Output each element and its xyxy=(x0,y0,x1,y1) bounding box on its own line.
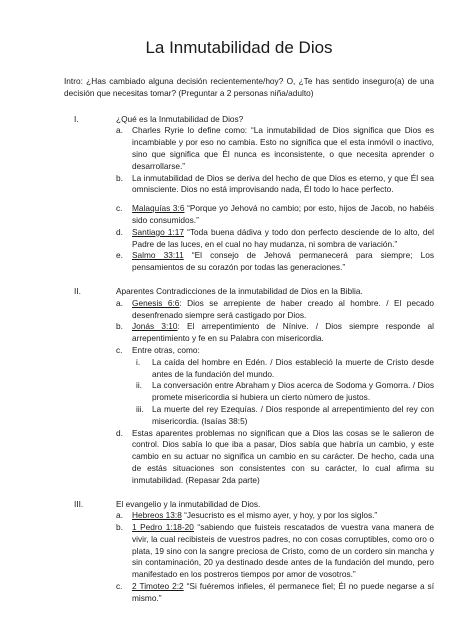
sub-item-text: La muerte del rey Ezequías. / Dios responde al arrepentimiento del rey con misericordia. (Isaías 38:5) xyxy=(152,403,434,426)
item-marker: b. xyxy=(116,321,123,332)
list-item xyxy=(116,428,434,487)
sub-item-marker: iii. xyxy=(136,403,144,414)
item-marker: b. xyxy=(116,172,123,183)
section-1 xyxy=(64,114,434,274)
list-item xyxy=(116,203,434,227)
item-text: “Si fuéremos infieles, él permanece fiel; Él no puede negarse a sí mismo.” xyxy=(132,581,435,603)
sub-list-item xyxy=(132,380,434,404)
item-text: “sabiendo que fuisteis rescatados de vuestra vana manera de vivir, la cual recibisteis de vuestros padres, no con cosas corruptibles, como oro o plata, 19 sino con la sangre preciosa de Cristo, como de un cordero sin mancha y sin contaminación, 20 ya destinado desde antes de la fundación del mundo, pero manifestado en los postreros tiempos por amor de vosotros.” xyxy=(132,522,434,580)
item-marker: a. xyxy=(116,297,123,308)
sub-list-item xyxy=(132,357,434,381)
sub-list-item xyxy=(132,404,434,428)
list-item xyxy=(116,250,434,274)
list-item xyxy=(116,321,434,345)
list-item xyxy=(116,298,434,322)
item-text: La inmutabilidad de Dios se deriva del hecho de que Dios es eterno, y que Él sea omnisciente. Dios no está improvisando nada, Él todo lo hace perfecto. xyxy=(132,172,434,195)
item-text: “Jesucristo es el mismo ayer, y hoy, y por los siglos.” xyxy=(181,510,378,521)
section-number: III. xyxy=(74,498,84,509)
section-number: II. xyxy=(74,285,81,296)
list-item xyxy=(116,510,434,522)
item-marker: c. xyxy=(116,203,123,214)
section-number: I. xyxy=(74,113,79,124)
section-heading: Aparentes Contradicciones de la inmutabilidad de Dios en la Biblia. xyxy=(116,285,363,296)
bible-reference: Malaquías 3:6 xyxy=(132,203,185,214)
bible-reference: 1 Pedro 1:18-20 xyxy=(132,522,194,533)
item-marker: e. xyxy=(116,250,123,261)
sub-item-marker: i. xyxy=(136,356,141,367)
item-marker: d. xyxy=(116,427,123,438)
item-text: Estas aparentes problemas no significan que a Dios las cosas se le salieron de control. Dios sabía lo que iba a pasar, Dios sabía que habría un cambio, y este cambio en su actuar no significa un cambio en su carácter. De hecho, cada una de estás situaciones son consistentes con su carácter, lo cual afirma su inmutabilidad. (Repasar 2da parte) xyxy=(132,427,434,485)
page-title: La Inmutabilidad de Dios xyxy=(145,38,333,57)
bible-reference: Santiago 1:17 xyxy=(132,226,185,237)
item-marker: d. xyxy=(116,226,123,237)
intro-paragraph: Intro: ¿Has cambiado alguna decisión recientemente/hoy? O, ¿Te has sentido inseguro(a) de una decisión que necesitas tomar? (Preguntar a 2 personas niña/adulto) xyxy=(64,76,434,98)
item-marker: a. xyxy=(116,510,123,521)
item-text: “Toda buena dádiva y todo don perfecto desciende de lo alto, del Padre de las luces, en el cual no hay mudanza, ni sombra de variación.” xyxy=(132,226,434,249)
item-text: Entre otras, como: xyxy=(132,344,200,355)
item-marker: c. xyxy=(116,581,123,592)
section-items xyxy=(116,125,434,274)
item-text: “El consejo de Jehová permanecerá para siempre; Los pensamientos de su corazón por todas las generaciones.” xyxy=(132,250,434,273)
bible-reference: Hebreos 13:8 xyxy=(132,510,182,521)
sub-item-marker: ii. xyxy=(136,380,142,391)
section-2 xyxy=(64,286,434,487)
item-marker: a. xyxy=(116,125,123,136)
item-marker: c. xyxy=(116,344,123,355)
item-text: “Porque yo Jehová no cambio; por esto, hijos de Jacob, no habéis sido consumidos.” xyxy=(132,203,434,225)
section-items xyxy=(116,298,434,487)
list-item xyxy=(116,522,434,581)
sub-item-text: La caída del hombre en Edén. / Dios estableció la muerte de Cristo desde antes de la fundación del mundo. xyxy=(152,356,434,379)
section-heading: ¿Qué es la Inmutabilidad de Dios? xyxy=(116,113,244,124)
section-items xyxy=(116,510,434,604)
sub-item-text: La conversación entre Abraham y Dios acerca de Sodoma y Gomorra. / Dios promete misericordia si hubiera un cierto número de justos. xyxy=(152,380,434,403)
item-marker: b. xyxy=(116,522,123,533)
list-item xyxy=(116,345,434,428)
section-3 xyxy=(64,499,434,605)
list-item xyxy=(116,581,434,605)
list-item xyxy=(116,227,434,251)
item-text: : Dios se arrepiente de haber creado al hombre. / El pecado desenfrenado siempre será castigado por Dios. xyxy=(132,297,434,320)
item-text: Charles Ryrie lo define como: “La inmutabilidad de Dios significa que Dios es incambiable y por eso no cambia. Esto no significa que el esta inmóvil o inactivo, sino que significa que Él nunca es inconsistente, o que necesita aprender o desarrollarse.” xyxy=(132,125,434,171)
list-item xyxy=(116,173,434,197)
item-text: : El arrepentimiento de Nínive. / Dios siempre responde al arrepentimiento y fe en su Palabra con misericordia. xyxy=(132,321,434,344)
list-item xyxy=(116,125,434,172)
bible-reference: Jonás 3:10 xyxy=(132,321,178,332)
bible-reference: Salmo 33:11 xyxy=(132,250,184,261)
bible-reference: 2 Timoteo 2:2 xyxy=(132,581,184,592)
bible-reference: Genesis 6:6 xyxy=(132,297,180,308)
section-heading: El evangelio y la inmutabilidad de Dios. xyxy=(116,498,261,509)
